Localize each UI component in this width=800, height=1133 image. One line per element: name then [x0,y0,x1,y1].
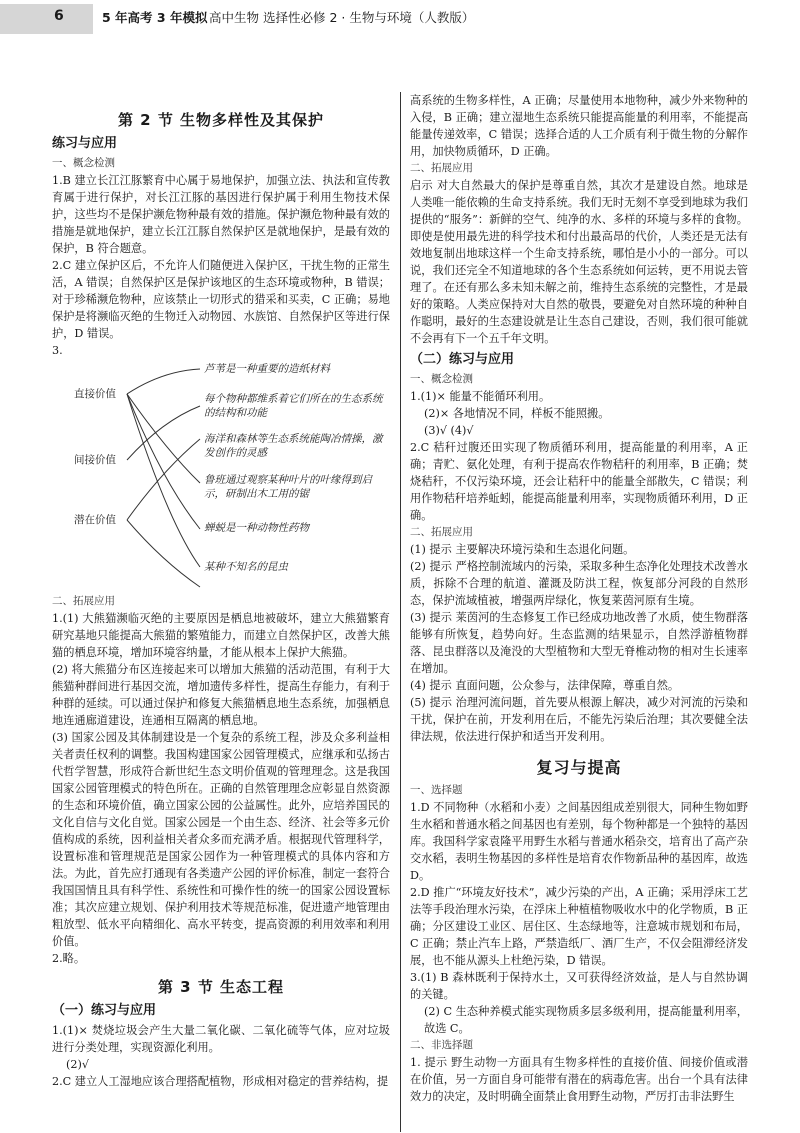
right-column [410,92,748,1105]
series-title: 5 年高考 3 年模拟 [102,10,208,25]
section-3-title: 第 3 节 生态工程 [157,978,285,996]
r-answer-2: 2.C 秸秆过腹还田实现了物质循环利用，提高能量的利用率，A 正确；青贮、氨化处理，有利于提高农作物秸秆的利用率，B 正确；焚烧秸秆，不仅污染环境，还会让秸秆中的能量全部散失，C 错误；利用作物秸秆培养蚯蚓，能提高能量利用率，实现物质循环利用，D 正确。 [410,441,748,522]
expand-4: 2.略。 [52,952,86,965]
answer-2: 2.C 建立保护区后，不允许人们随便进入保护区，干扰生物的正常生活，A 错误；自然保护区是保护该地区的生态环境或物种，B 错误；对于珍稀濒危物种，应该禁止一切形式的猎采和买卖，C 正确；易地保护是将濒临灭绝的生物迁入动物园、水族馆、自然保护区等进行保护，D 错误。 [52,259,390,340]
column-divider [400,92,401,1132]
concept-label-r: 一、概念检测 [410,373,473,385]
expand-2: (2) 将大熊猫分布区连接起来可以增加大熊猫的活动范围，有利于大熊猫种群间进行基因交流，增加遗传多样性，提高生存能力，有利于种群的延续。可以通过保护和修复大熊猫栖息地生态系统，加强栖息地连通廊道建设，连通相互隔离的栖息地。 [52,663,390,727]
practice-title: 练习与应用 [52,136,118,151]
header-tab [0,4,93,34]
left-column [52,104,390,1090]
review-title: 复习与提高 [536,758,622,777]
review-3b: (2) C 生态种养模式能实现物质多层多级利用，提高能量利用率，故选 C。 [424,1005,748,1035]
nonchoice-label: 二、非选择题 [410,1039,473,1051]
expand-1: 1.(1) 大熊猫濒临灭绝的主要原因是栖息地被破坏，建立大熊猫繁育研究基地只能提高大熊猫的繁殖能力，而建立自然保护区，改善大熊猫的栖息环境，增加环境容纳量，才能从根本上保护大熊猫。 [52,612,390,659]
item-saw: 鲁班通过观察某种叶片的叶缘得到启示，研制出木工用的锯 [204,474,372,500]
s3-answer-2: 2.C 建立人工湿地应该合理搭配植物，形成相对稳定的营养结构，提 [52,1075,389,1088]
item-inspiration: 海洋和森林等生态系统能陶冶情操，激发创作的灵感 [204,433,383,459]
s3-answer-1: 1.(1)× 焚烧垃圾会产生大量二氧化碳、二氧化硫等气体，应对垃圾进行分类处理，实现资源化利用。 [52,1024,390,1054]
page-header [0,0,800,36]
label-direct-value: 直接价值 [74,388,116,400]
expand2-label: 二、拓展应用 [410,526,473,538]
r-answer-1: 1.(1)× 能量不能循环利用。 [410,390,551,403]
tip-1: (1) 提示 主要解决环境污染和生态退化问题。 [410,543,635,556]
item-reed: 芦苇是一种重要的造纸材料 [204,363,330,375]
value-diagram [52,361,390,591]
review-3: 3.(1) B 森林既利于保持水土，又可获得经济效益，是人与自然协调的关键。 [410,971,748,1001]
expand-label-r: 二、拓展应用 [410,162,473,174]
part-2-title: （二）练习与应用 [410,352,515,367]
item-cicada: 蝉蜕是一种动物性药物 [204,522,309,534]
page-number: 6 [54,8,64,24]
continued-answer: 高系统的生物多样性，A 正确；尽量使用本地物种，减少外来物种的入侵，B 正确；建立湿地生态系统只能提高能量的利用率，不能提高能量传递效率，C 错误；选择合适的人工介质有利于微生物的分解作用，加快物质循环，D 正确。 [410,94,748,158]
answer-1: 1.B 建立长江江豚繁育中心属于易地保护，加强立法、执法和宣传教育属于进行保护，对长江江豚的基因进行保护属于利用生物技术保护，这些均不是保护濒危物种最有效的措施。保护濒危物种最有效的措施是就地保护，建立长江江豚自然保护区是就地保护，是最有效的保护，B 符合题意。 [52,174,390,255]
nonchoice-1: 1. 提示 野生动物一方面具有生物多样性的直接价值、间接价值或潜在价值，另一方面自身可能带有潜在的病毒危害。出台一个具有法律效力的决定，及时明确全面禁止食用野生动物，严厉打击非法野生 [410,1056,748,1103]
choice-label: 一、选择题 [410,784,463,796]
part-1-title: （一）练习与应用 [52,1003,157,1018]
review-1: 1.D 不同物种（水稻和小麦）之间基因组成差别很大，同种生物如野生水稻和普通水稻之间基因也有差别，每个物种都是一个独特的基因库。我国科学家袁隆平用野生水稻与普通水稻杂交，培育出了高产杂交水稻，表明生物基因的多样性是培育农作物新品种的基因库，故选 D。 [410,801,748,882]
item-unknown-insect: 某种不知名的昆虫 [204,561,288,573]
r-answer-1c: (3)√ (4)√ [424,424,474,437]
label-potential-value: 潜在价值 [74,514,116,526]
tip-5: (5) 提示 治理河流问题，首先要从根源上解决，减少对河流的污染和干扰，保护在前，开发利用在后，不能先污染后治理；其次要健全法律法规，依法进行保护和适当开发利用。 [410,696,748,743]
tip-3: (3) 提示 莱茵河的生态修复工作已经成功地改善了水质，使生物群落能够有所恢复，趋势向好。生态监测的结果显示，自然浮游植物群落、昆虫群落以及淹没的大型植物和大型无脊椎动物的相对生长速率在增加。 [410,611,748,675]
r-answer-1b: (2)× 各地情况不同，样板不能照搬。 [424,407,610,420]
review-2: 2.D 推广“环境友好技术”，减少污染的产出，A 正确；采用浮床工艺法等手段治理水污染，在浮床上种植植物吸收水中的化学物质，B 正确；分区建设工业区、居住区、生态绿地等，注意城市规划和布局，C 正确；禁止汽车上路，严禁造纸厂、酒厂生产，不仅会阻滞经济发展，也不能从源头上杜绝污染，D 错误。 [410,886,748,967]
concept-label: 一、概念检测 [52,157,115,169]
s3-answer-1b: (2)√ [66,1058,89,1071]
expand-3: (3) 国家公园及其体制建设是一个复杂的系统工程，涉及众多利益相关者责任权利的调整。我国构建国家公园管理模式，应继承和弘扬古代哲学智慧，形成符合新世纪生态文明价值观的管理理念。这是我国国家公园管理模式的特色所在。正确的自然管理理念应彰显自然资源的生态和环境价值，确立国家公园的公益属性。此外，应培养国民的文化自信与文化自觉。国家公园是一个由生态、经济、社会等多元价值构成的系统，因利益相关者众多而充满矛盾。根据现代管理科学，设置标准和管理规范是国家公园作为一种管理模式的具体内容和方法。为此，首先应打通现有各类遗产公园的评价标准，制定一套符合我国国情且具有科学性、系统性和可操作性的统一的国家公园设置标准；其次应建立规划、保护利用技术等规范标准，促进遗产地管理由粗放型、低水平向精细化、高水平转变，提高资源的利用效率和利用价值。 [52,731,390,948]
tip-4: (4) 提示 直面问题，公众参与，法律保障，尊重自然。 [410,679,680,692]
label-indirect-value: 间接价值 [74,454,116,466]
answer-3-label: 3. [52,344,63,357]
section-2-title: 第 2 节 生物多样性及其保护 [117,111,325,129]
inspiration-text: 启示 对大自然最大的保护是尊重自然，其次才是建设自然。地球是人类唯一能依赖的生命支持系统。我们无时无刻不享受到地球为我们提供的“服务”：新鲜的空气、纯净的水、多样的环境与多样的食物。即使是使用最先进的科学技术和付出最高昂的代价，人类还是无法有效地复制出地球这样一个生命支持系统，哪怕是小小的一部分。可以说，我们还完全不知道地球的各个生态系统如何运转，更不用说去管理了。在还有那么多未知未解之前，维持生态系统的完整性，才是最好的策略。人类应保持对大自然的敬畏，要避免对自然环境的种种自作聪明，最好的生态建设就是让生态自己建设，否则，我们很可能就不会再有下一个五千年文明。 [410,179,748,345]
book-subtitle: 高中生物 选择性必修 2 · 生物与环境（人教版） [209,10,475,25]
expand-label: 二、拓展应用 [52,595,115,607]
item-ecosystem-structure: 每个物种都维系着它们所在的生态系统的结构和功能 [204,393,383,419]
tip-2: (2) 提示 严格控制流域内的污染，采取多种生态净化处理技术改善水质，拆除不合理的航道、灌溉及防洪工程，恢复部分河段的自然形态，保护流域植被，增强两岸绿化，恢复莱茵河原有生境。 [410,560,748,607]
